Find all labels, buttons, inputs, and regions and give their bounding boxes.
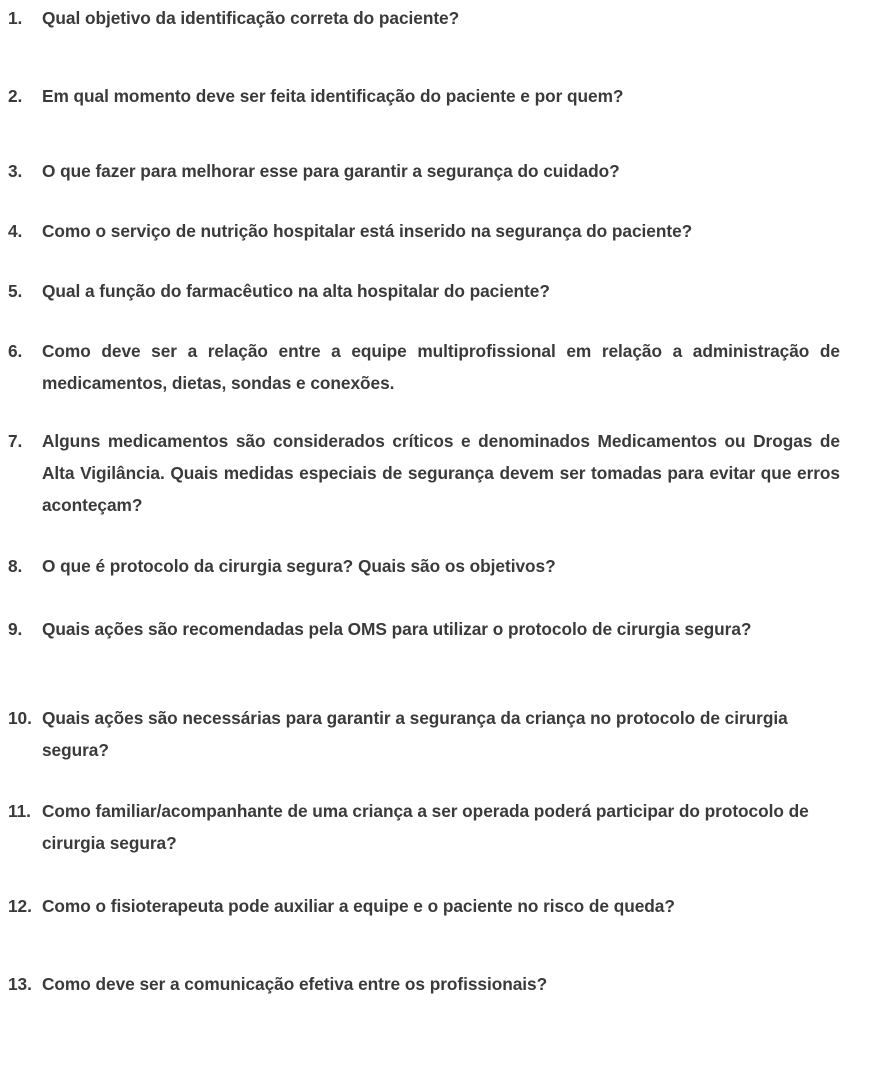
question-number: 8. [8, 556, 23, 576]
question-8 [8, 550, 840, 582]
question-text: Como familiar/acompanhante de uma criança a ser operada poderá participar do protocolo de cirurgia segura? [42, 801, 809, 853]
question-text: Alguns medicamentos são considerados críticos e denominados Medicamentos ou Drogas de Alta Vigilância. Quais medidas especiais de segurança devem ser tomadas para evitar que erros aconteçam? [42, 431, 840, 515]
question-9 [8, 613, 798, 645]
question-13 [8, 968, 808, 1000]
question-text: Em qual momento deve ser feita identificação do paciente e por quem? [42, 86, 624, 106]
question-text: Como deve ser a relação entre a equipe multiprofissional em relação a administração de medicamentos, dietas, sondas e conexões. [42, 341, 840, 393]
question-number: 10. [8, 708, 32, 728]
question-number: 9. [8, 619, 23, 639]
question-text: Qual objetivo da identificação correta do paciente? [42, 8, 460, 28]
question-number: 6. [8, 341, 23, 361]
question-number: 12. [8, 896, 32, 916]
question-text: O que fazer para melhorar esse para garantir a segurança do cuidado? [42, 161, 620, 181]
question-2 [8, 80, 788, 112]
question-text: O que é protocolo da cirurgia segura? Quais são os objetivos? [42, 556, 556, 576]
question-7 [8, 425, 840, 521]
question-number: 3. [8, 161, 23, 181]
question-12 [8, 890, 808, 922]
question-text: Qual a função do farmacêutico na alta hospitalar do paciente? [42, 281, 550, 301]
question-number: 5. [8, 281, 23, 301]
question-number: 2. [8, 86, 23, 106]
question-text: Como o serviço de nutrição hospitalar está inserido na segurança do paciente? [42, 221, 693, 241]
question-1 [8, 2, 708, 34]
question-text: Quais ações são necessárias para garantir a segurança da criança no protocolo de cirurgia segura? [42, 708, 788, 760]
question-10 [8, 702, 808, 766]
question-number: 4. [8, 221, 23, 241]
question-4 [8, 215, 848, 247]
question-5 [8, 275, 788, 307]
question-number: 13. [8, 974, 32, 994]
question-number: 7. [8, 431, 23, 451]
question-number: 11. [8, 801, 31, 821]
question-number: 1. [8, 8, 23, 28]
question-text: Quais ações são recomendadas pela OMS para utilizar o protocolo de cirurgia segura? [42, 619, 752, 639]
question-text: Como deve ser a comunicação efetiva entre os profissionais? [42, 974, 548, 994]
question-11 [8, 795, 820, 859]
question-3 [8, 155, 788, 187]
question-6 [8, 335, 840, 399]
question-text: Como o fisioterapeuta pode auxiliar a equipe e o paciente no risco de queda? [42, 896, 675, 916]
